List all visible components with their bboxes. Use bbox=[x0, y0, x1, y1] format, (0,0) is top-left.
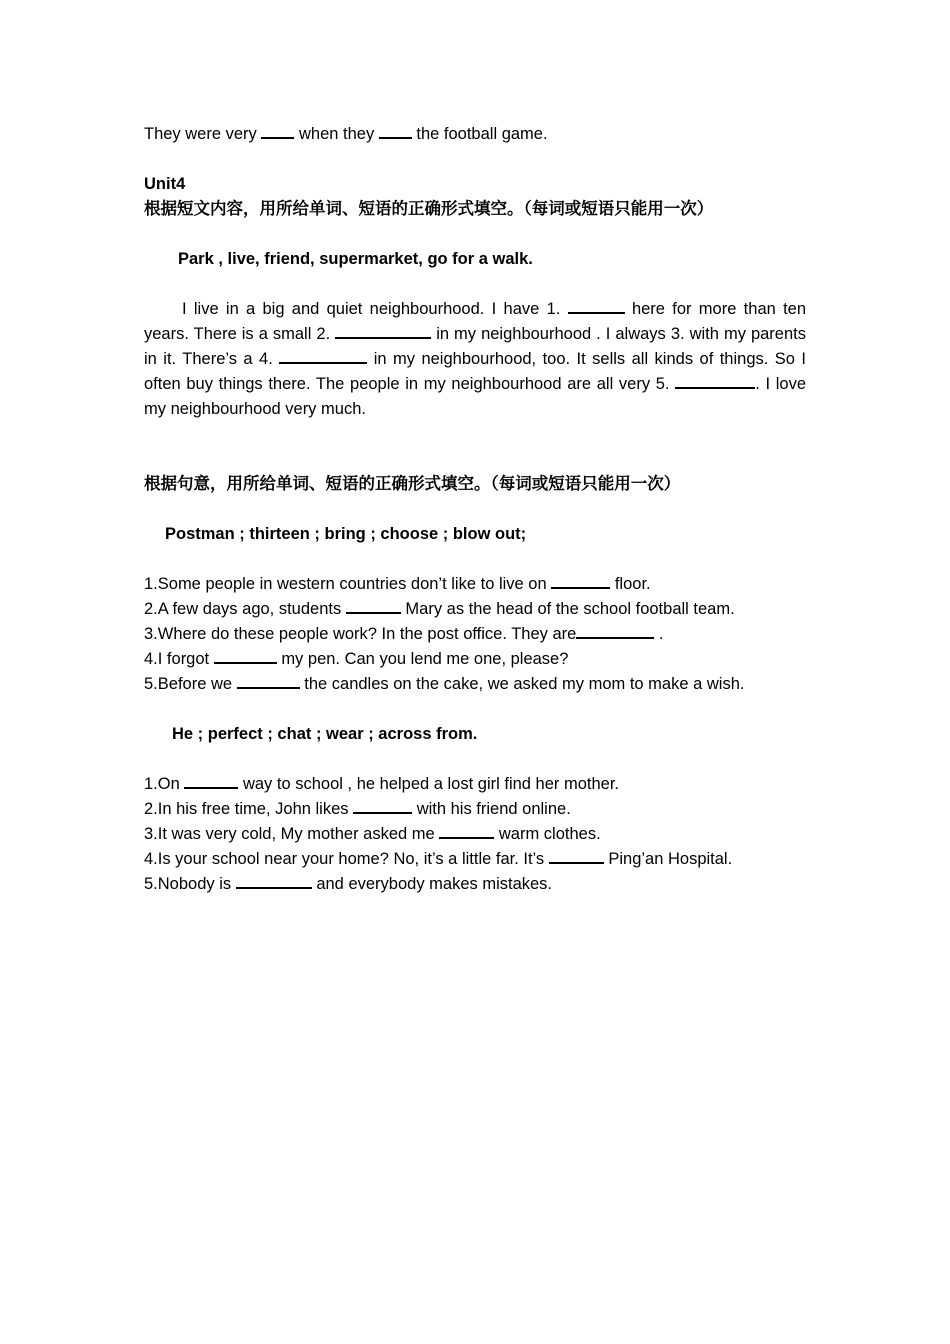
section2-instruction: 根据句意，用所给单词、短语的正确形式填空。（每词或短语只能用一次） bbox=[144, 475, 681, 493]
intro-text-c: the football game. bbox=[416, 125, 548, 143]
worksheet-page bbox=[144, 122, 806, 897]
section2-item-1 bbox=[144, 572, 806, 597]
answer-blank[interactable] bbox=[261, 122, 294, 139]
section2-item-3 bbox=[144, 622, 806, 647]
answer-blank[interactable] bbox=[214, 647, 277, 664]
item-text: my pen. Can you lend me one, please? bbox=[281, 650, 569, 668]
intro-text-b: when they bbox=[298, 125, 375, 143]
answer-blank-5[interactable] bbox=[675, 372, 755, 389]
answer-blank-2[interactable] bbox=[335, 322, 431, 339]
item-text: 2.In his free time, John likes bbox=[144, 800, 349, 818]
passage-text-1: I live in a big and quiet neighbourhood. I have 1. bbox=[182, 300, 561, 318]
section3-item-4 bbox=[144, 847, 806, 872]
section3-item-5 bbox=[144, 872, 806, 897]
item-text: with his friend online. bbox=[416, 800, 571, 818]
section3-item-3 bbox=[144, 822, 806, 847]
item-text: 5.Before we bbox=[144, 675, 233, 693]
section3-item-1 bbox=[144, 772, 806, 797]
item-text: Ping’an Hospital. bbox=[608, 850, 733, 868]
section3-word-bank: He ; perfect ; chat ; wear ; across from. bbox=[172, 725, 478, 743]
item-text: warm clothes. bbox=[498, 825, 601, 843]
answer-blank[interactable] bbox=[379, 122, 412, 139]
intro-sentence bbox=[144, 122, 806, 147]
answer-blank[interactable] bbox=[439, 822, 494, 839]
answer-blank[interactable] bbox=[237, 672, 300, 689]
answer-blank[interactable] bbox=[346, 597, 401, 614]
item-text: 2.A few days ago, students bbox=[144, 600, 342, 618]
section3-item-2 bbox=[144, 797, 806, 822]
passage-text-4: in my neighbourhood, too. It sells all kinds of things. So I often buy things there. The people in my neighbourhood are all very 5. bbox=[144, 350, 806, 393]
item-text: and everybody makes mistakes. bbox=[316, 875, 553, 893]
answer-blank-1[interactable] bbox=[568, 297, 625, 314]
answer-blank[interactable] bbox=[236, 872, 312, 889]
unit-title: Unit4 bbox=[144, 175, 186, 193]
section2-item-2 bbox=[144, 597, 806, 622]
item-text: Mary as the head of the school football team. bbox=[405, 600, 735, 618]
item-text: floor. bbox=[614, 575, 651, 593]
item-text: 1.Some people in western countries don’t like to live on bbox=[144, 575, 547, 593]
item-text: 3.Where do these people work? In the post office. They are bbox=[144, 625, 577, 643]
item-text: the candles on the cake, we asked my mom to make a wish. bbox=[304, 675, 745, 693]
section2-word-bank: Postman ; thirteen ; bring ; choose ; blow out; bbox=[165, 525, 527, 543]
section2-item-4 bbox=[144, 647, 806, 672]
passage-text-5: . I love my neighbourhood very much. bbox=[144, 375, 807, 418]
passage-text-3: in my neighbourhood . I always 3. with my parents in it. There’s a 4. bbox=[144, 325, 806, 368]
intro-text-a: They were very bbox=[144, 125, 257, 143]
answer-blank[interactable] bbox=[549, 847, 604, 864]
item-text: way to school , he helped a lost girl find her mother. bbox=[242, 775, 620, 793]
section2-item-5 bbox=[144, 672, 806, 697]
answer-blank[interactable] bbox=[576, 622, 654, 639]
item-text: 4.Is your school near your home? No, it’s a little far. It’s bbox=[144, 850, 545, 868]
item-text: 5.Nobody is bbox=[144, 875, 232, 893]
section1-instruction: 根据短文内容，用所给单词、短语的正确形式填空。（每词或短语只能用一次） bbox=[144, 200, 714, 218]
passage-text-2: here for more than ten years. There is a small 2. bbox=[144, 300, 807, 343]
answer-blank[interactable] bbox=[551, 572, 610, 589]
item-text: 4.I forgot bbox=[144, 650, 210, 668]
answer-blank[interactable] bbox=[184, 772, 238, 789]
item-text: 3.It was very cold, My mother asked me bbox=[144, 825, 435, 843]
section1-word-bank: Park , live, friend, supermarket, go for a walk. bbox=[178, 250, 533, 268]
answer-blank-4[interactable] bbox=[279, 347, 367, 364]
item-text: . bbox=[658, 625, 664, 643]
item-text: 1.On bbox=[144, 775, 180, 793]
answer-blank[interactable] bbox=[353, 797, 412, 814]
section1-passage bbox=[144, 297, 806, 422]
